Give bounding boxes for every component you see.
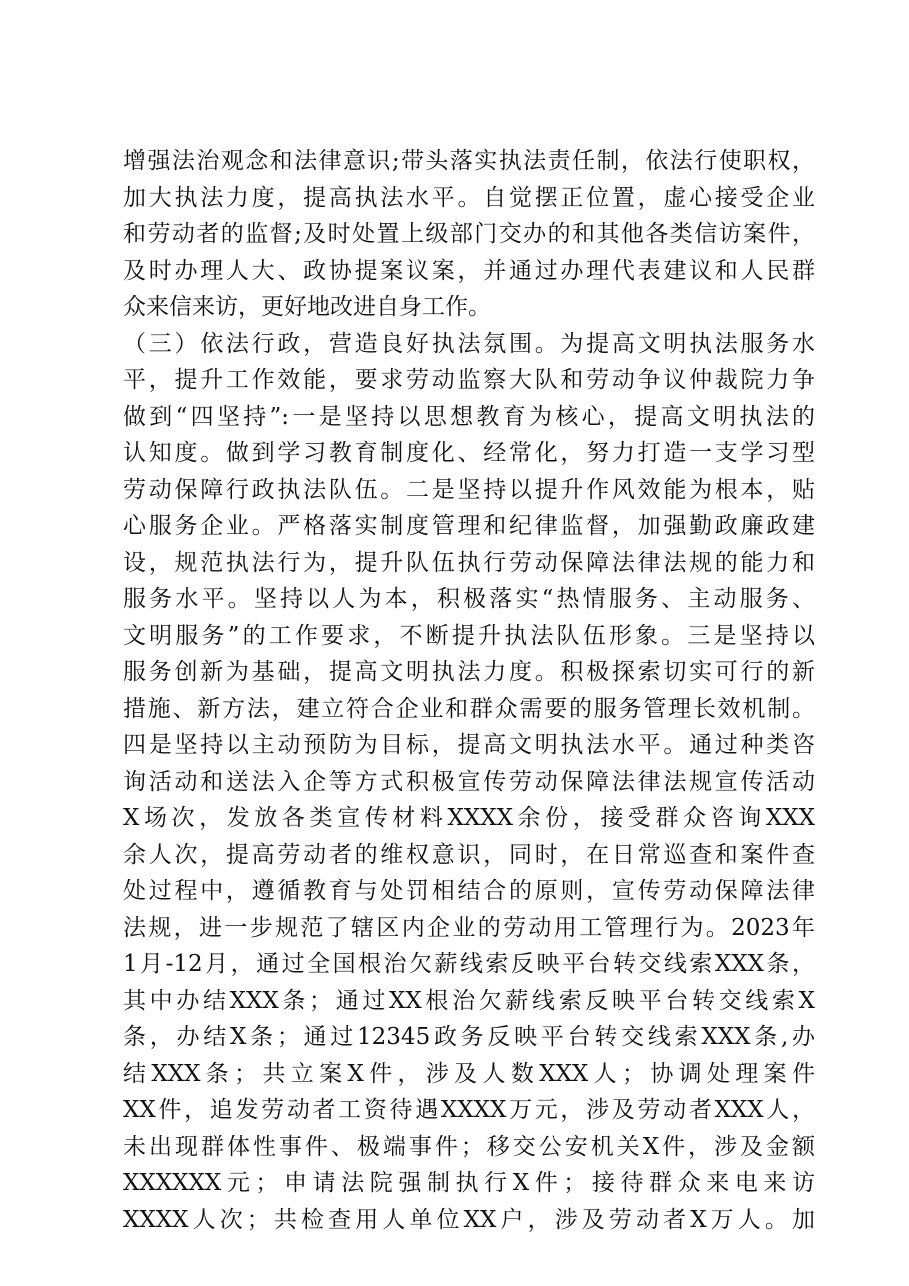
text-line: 条，办结X条；通过12345政务反映平台转交线索XXX条,办 (123, 1024, 815, 1050)
text-line: XX件，追发劳动者工资待遇XXXX万元，涉及劳动者XXX人， (123, 1097, 815, 1123)
text-line: XXXXXX元；申请法院强制执行X件；接待群众来电来访 (123, 1170, 815, 1196)
text-line: 服务创新为基础，提高文明执法力度。积极探索切实可行的新 (123, 659, 815, 685)
text-line: 余人次，提高劳动者的维权意识，同时，在日常巡查和案件查 (123, 841, 815, 868)
text-line: 四是坚持以主动预防为目标，提高文明执法水平。通过种类咨 (123, 732, 815, 758)
text-line: 措施、新方法，建立符合企业和群众需要的服务管理长效机制。 (123, 695, 815, 722)
text-line: 其中办结XXX条；通过XX根治欠薪线索反映平台转交线索X (123, 987, 815, 1014)
text-line: 认知度。做到学习教育制度化、经常化，努力打造一支学习型 (123, 440, 815, 466)
text-line: 服务水平。坚持以人为本，积极落实“热情服务、主动服务、 (123, 586, 815, 612)
text-line: 及时办理人大、政协提案议案，并通过办理代表建议和人民群 (123, 257, 815, 284)
text-line: 心服务企业。严格落实制度管理和纪律监督，加强勤政廉政建 (123, 513, 815, 539)
text-line: XXXX人次；共检查用人单位XX户，涉及劳动者X万人。加 (123, 1206, 815, 1233)
text-line: 结XXX条；共立案X件，涉及人数XXX人；协调处理案件 (123, 1060, 815, 1087)
text-line: 1月-12月，通过全国根治欠薪线索反映平台转交线索XXX条， (123, 951, 815, 977)
text-line: 平，提升工作效能，要求劳动监察大队和劳动争议仲裁院力争 (123, 367, 815, 393)
text-line: 未出现群体性事件、极端事件；移交公安机关X件，涉及金额 (123, 1133, 815, 1160)
body-text (123, 143, 815, 1238)
text-line: 劳动保障行政执法队伍。二是坚持以提升作风效能为根本，贴 (123, 476, 815, 503)
text-line: 加大执法力度，提高执法水平。自觉摆正位置，虚心接受企业 (123, 184, 815, 211)
text-line: 众来信来访，更好地改进自身工作。 (123, 294, 491, 320)
text-line: 做到“四坚持”:一是坚持以思想教育为核心，提高文明执法的 (123, 403, 815, 430)
text-line: 文明服务”的工作要求，不断提升执法队伍形象。三是坚持以 (123, 622, 815, 649)
text-line: 处过程中，遵循教育与处罚相结合的原则，宣传劳动保障法律 (123, 878, 815, 904)
text-line: X场次，发放各类宣传材料XXXX余份，接受群众咨询XXX (123, 805, 815, 831)
text-line: 增强法治观念和法律意识;带头落实执法责任制，依法行使职权， (123, 148, 815, 174)
text-line: 法规，进一步规范了辖区内企业的劳动用工管理行为。2023年 (123, 914, 815, 941)
text-line: 设，规范执法行为，提升队伍执行劳动保障法律法规的能力和 (123, 549, 815, 576)
text-line: 询活动和送法入企等方式积极宣传劳动保障法律法规宣传活动 (123, 768, 815, 795)
text-line: 和劳动者的监督;及时处置上级部门交办的和其他各类信访案件， (123, 221, 815, 247)
text-line: （三）依法行政，营造良好执法氛围。为提高文明执法服务水 (123, 330, 815, 357)
